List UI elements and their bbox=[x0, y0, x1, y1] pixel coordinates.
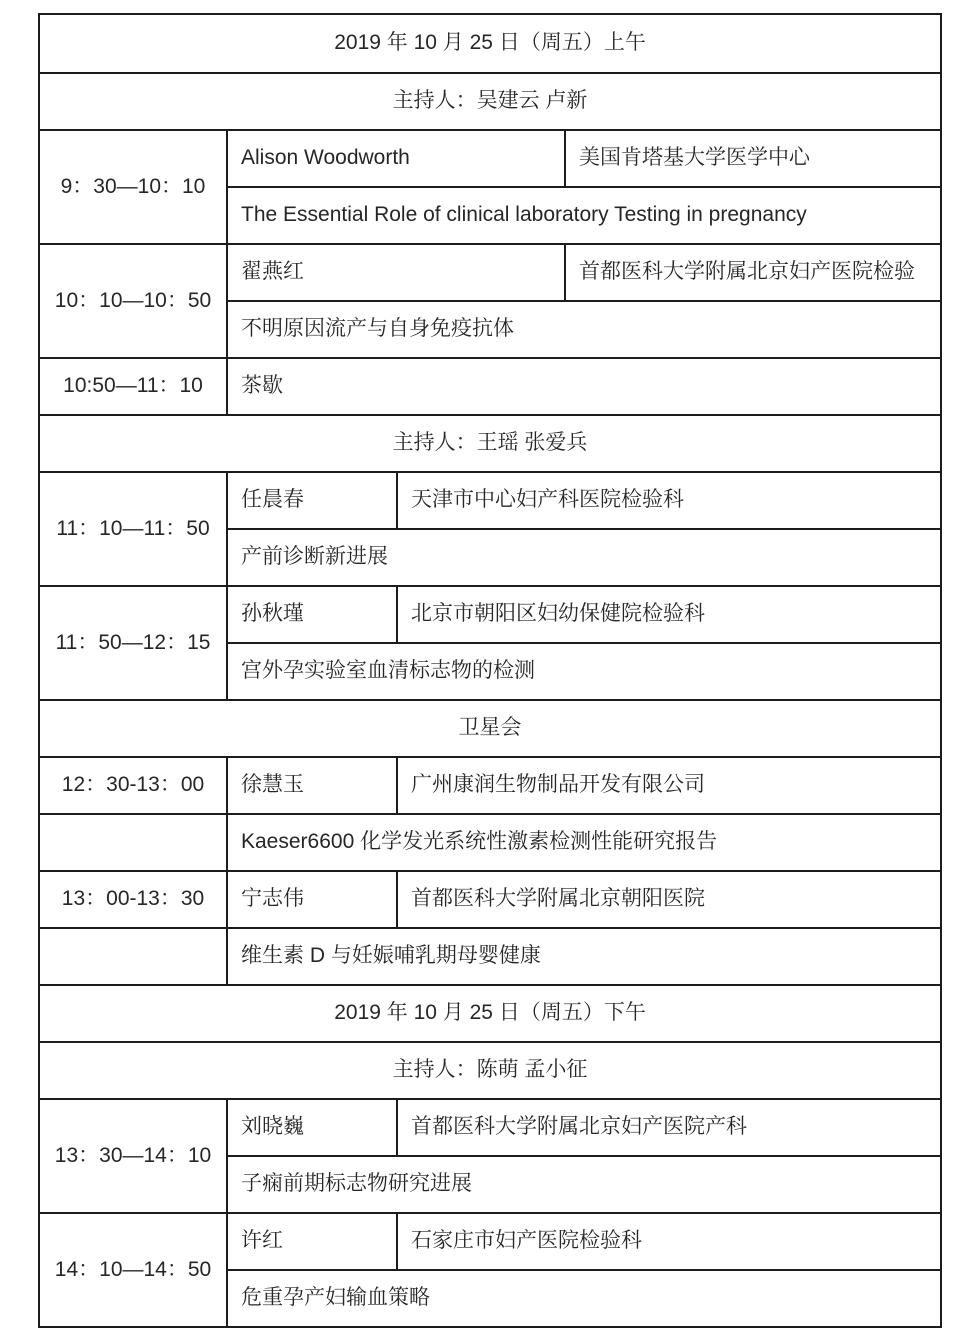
session7-speaker: 刘晓巍 bbox=[227, 1099, 397, 1156]
moderators-pm-row bbox=[39, 1042, 941, 1099]
session5-title-row bbox=[39, 814, 941, 871]
moderators-pm: 主持人：陈萌 孟小征 bbox=[39, 1042, 941, 1099]
tea-break-label: 茶歇 bbox=[227, 358, 941, 415]
session1-time: 9：30—10：10 bbox=[39, 130, 227, 244]
date-pm-row bbox=[39, 985, 941, 1042]
session6-time: 13：00-13：30 bbox=[39, 871, 227, 928]
conference-schedule-table bbox=[38, 13, 942, 1328]
session4-title: 宫外孕实验室血清标志物的检测 bbox=[227, 643, 941, 700]
session7-title: 子痫前期标志物研究进展 bbox=[227, 1156, 941, 1213]
session1-speaker: Alison Woodworth bbox=[227, 130, 565, 187]
session2-speaker: 翟燕红 bbox=[227, 244, 565, 301]
session5-time: 12：30-13：00 bbox=[39, 757, 227, 814]
session1-speaker-row bbox=[39, 130, 941, 187]
session2-speaker-row bbox=[39, 244, 941, 301]
session3-speaker-row bbox=[39, 472, 941, 529]
session6-affiliation: 首都医科大学附属北京朝阳医院 bbox=[397, 871, 941, 928]
session5-speaker: 徐慧玉 bbox=[227, 757, 397, 814]
session8-time: 14：10—14：50 bbox=[39, 1213, 227, 1327]
session2-time: 10：10—10：50 bbox=[39, 244, 227, 358]
session5-title: Kaeser6600 化学发光系统性激素检测性能研究报告 bbox=[227, 814, 941, 871]
date-header-am: 2019 年 10 月 25 日（周五）上午 bbox=[39, 14, 941, 73]
session4-speaker-row bbox=[39, 586, 941, 643]
session4-time: 11：50—12：15 bbox=[39, 586, 227, 700]
session2-title: 不明原因流产与自身免疫抗体 bbox=[227, 301, 941, 358]
session1-title: The Essential Role of clinical laboratory Testing in pregnancy bbox=[227, 187, 941, 244]
session6-title-row bbox=[39, 928, 941, 985]
schedule-table-body bbox=[39, 14, 941, 1327]
session3-affiliation: 天津市中心妇产科医院检验科 bbox=[397, 472, 941, 529]
session3-title: 产前诊断新进展 bbox=[227, 529, 941, 586]
satellite-session-header: 卫星会 bbox=[39, 700, 941, 757]
session4-affiliation: 北京市朝阳区妇幼保健院检验科 bbox=[397, 586, 941, 643]
moderators-am-row bbox=[39, 73, 941, 130]
session6-title: 维生素 D 与妊娠哺乳期母婴健康 bbox=[227, 928, 941, 985]
satellite-header-row bbox=[39, 700, 941, 757]
schedule-container bbox=[38, 13, 942, 1328]
session2-affiliation: 首都医科大学附属北京妇产医院检验 bbox=[565, 244, 941, 301]
session6-speaker-row bbox=[39, 871, 941, 928]
session4-speaker: 孙秋瑾 bbox=[227, 586, 397, 643]
session1-affiliation: 美国肯塔基大学医学中心 bbox=[565, 130, 941, 187]
tea-break-row bbox=[39, 358, 941, 415]
date-header-pm: 2019 年 10 月 25 日（周五）下午 bbox=[39, 985, 941, 1042]
session8-affiliation: 石家庄市妇产医院检验科 bbox=[397, 1213, 941, 1270]
session3-time: 11：10—11：50 bbox=[39, 472, 227, 586]
session8-speaker-row bbox=[39, 1213, 941, 1270]
moderators-2: 主持人：王瑶 张爱兵 bbox=[39, 415, 941, 472]
session5-affiliation: 广州康润生物制品开发有限公司 bbox=[397, 757, 941, 814]
session7-time: 13：30—14：10 bbox=[39, 1099, 227, 1213]
moderators-am: 主持人：吴建云 卢新 bbox=[39, 73, 941, 130]
session6-empty-time-cell bbox=[39, 928, 227, 985]
session7-speaker-row bbox=[39, 1099, 941, 1156]
session8-title: 危重孕产妇输血策略 bbox=[227, 1270, 941, 1327]
moderators-2-row bbox=[39, 415, 941, 472]
session7-affiliation: 首都医科大学附属北京妇产医院产科 bbox=[397, 1099, 941, 1156]
session3-speaker: 任晨春 bbox=[227, 472, 397, 529]
date-am-row bbox=[39, 14, 941, 73]
session6-speaker: 宁志伟 bbox=[227, 871, 397, 928]
session5-speaker-row bbox=[39, 757, 941, 814]
tea-break-time: 10:50—11：10 bbox=[39, 358, 227, 415]
session5-empty-time-cell bbox=[39, 814, 227, 871]
session8-speaker: 许红 bbox=[227, 1213, 397, 1270]
